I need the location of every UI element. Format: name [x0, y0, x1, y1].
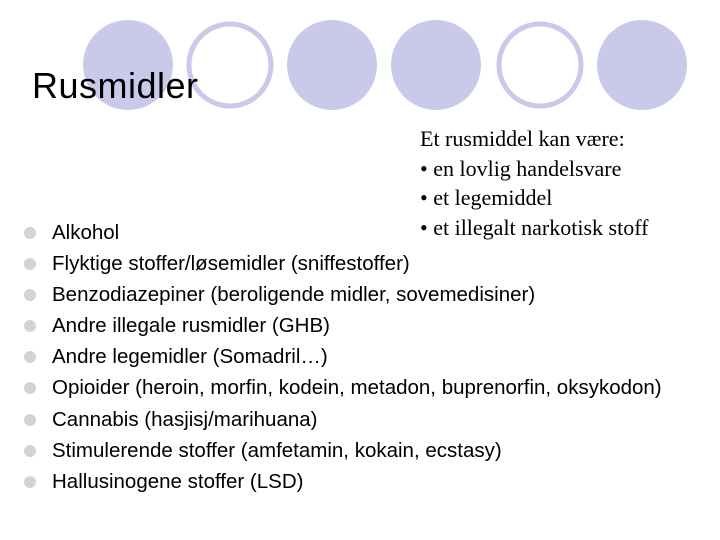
note-point: • et illegalt narkotisk stoff: [420, 214, 649, 240]
deco-circle-outline: [189, 24, 271, 106]
note-point: • en lovlig handelsvare: [420, 155, 622, 181]
list-item: [24, 466, 714, 497]
substance-list: [24, 217, 714, 497]
list-item-label: Cannabis (hasjisj/marihuana): [52, 408, 318, 431]
list-item-label: Flyktige stoffer/løsemidler (sniffestoffer): [52, 252, 410, 275]
bullet-icon: [24, 414, 36, 426]
list-item: [24, 248, 714, 279]
list-item: [24, 341, 714, 372]
list-item: [24, 372, 714, 404]
bullet-icon: [24, 351, 36, 363]
list-item: [24, 279, 714, 310]
deco-circle-filled: [287, 20, 377, 110]
slide-title: Rusmidler: [32, 65, 199, 106]
bullet-icon: [24, 476, 36, 488]
list-item-label: Benzodiazepiner (beroligende midler, sovemedisiner): [52, 283, 536, 306]
note-point: • et legemiddel: [420, 185, 553, 210]
bullet-icon: [24, 445, 36, 457]
bullet-icon: [24, 382, 36, 394]
deco-circle-outline: [499, 24, 581, 106]
bullet-icon: [24, 320, 36, 332]
bullet-icon: [24, 289, 36, 301]
note-heading: Et rusmiddel kan være:: [420, 126, 625, 151]
list-item: [24, 435, 714, 466]
list-item: [24, 217, 714, 248]
list-item-label: Opioider (heroin, morfin, kodein, metadon, buprenorfin, oksykodon): [52, 376, 662, 399]
deco-circle-filled: [391, 20, 481, 110]
list-item-label: Stimulerende stoffer (amfetamin, kokain, ecstasy): [52, 439, 502, 462]
deco-circle-filled: [597, 20, 687, 110]
list-item-label: Andre illegale rusmidler (GHB): [52, 314, 330, 337]
list-item-label: Alkohol: [52, 221, 120, 244]
list-item-label: Hallusinogene stoffer (LSD): [52, 470, 304, 493]
list-item: [24, 404, 714, 435]
list-item: [24, 310, 714, 341]
bullet-icon: [24, 258, 36, 270]
list-item-label: Andre legemidler (Somadril…): [52, 345, 328, 368]
bullet-icon: [24, 227, 36, 239]
